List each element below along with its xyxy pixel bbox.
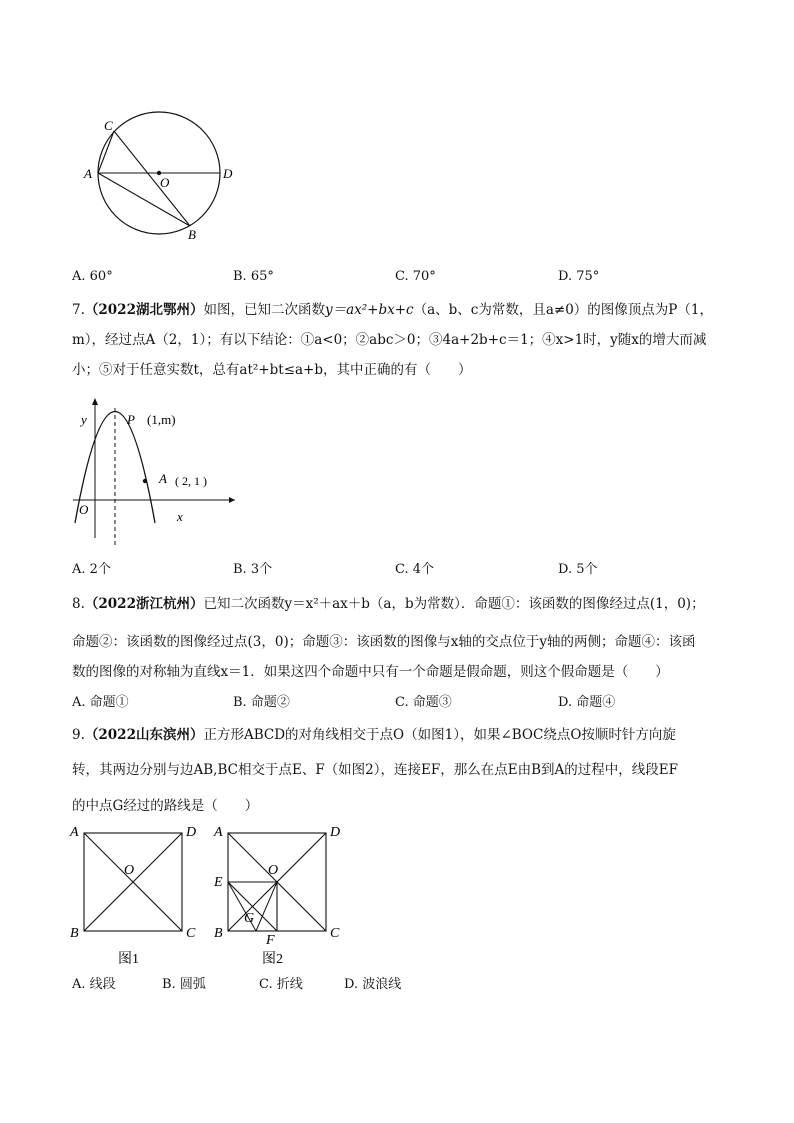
option-c[interactable]: C. 4个: [395, 562, 435, 577]
label-c: C: [104, 118, 113, 133]
option-d[interactable]: D. 命题④: [558, 695, 616, 710]
fig1-label-d: D: [186, 825, 197, 840]
circle-figure: [80, 110, 250, 245]
option-b[interactable]: B. 3个: [233, 562, 273, 577]
origin-label: O: [79, 502, 89, 517]
square-figure-1: [66, 820, 206, 970]
q7-line2: m），经过点A（2，1）；有以下结论：①a<0；②abc＞0；③4a+2b+c＝1；④x>1时，y随x的增大而减: [72, 332, 707, 348]
q7-source: （2022湖北鄂州）: [84, 302, 204, 318]
option-d[interactable]: D. 5个: [558, 562, 598, 577]
point-a-label: A: [159, 471, 167, 486]
option-d[interactable]: D. 波浪线: [344, 977, 402, 992]
q7-line1: 7.（2022湖北鄂州）如图，已知二次函数y＝ax²+bx+c（a、b、c为常数，且a≠0）的图像顶点为P（1，: [72, 302, 713, 318]
fig1-label-c: C: [186, 926, 196, 941]
vertex-coord: (1,m): [147, 412, 176, 427]
fig2-label-d: D: [330, 825, 341, 840]
q9-line2: 转，其两边分别与边AB,BC相交于点E、F（如图2），连接EF，那么在点E由B到A的过程中，线段EF: [72, 762, 678, 778]
fig2-label-a: A: [214, 825, 223, 840]
option-a[interactable]: A. 2个: [72, 562, 111, 577]
y-axis-label: y: [81, 412, 87, 427]
option-c[interactable]: C. 命题③: [395, 695, 452, 710]
q8-line2: 命题②：该函数的图像经过点(3，0)；命题③：该函数的图像与x轴的交点位于y轴的两侧；命题④：该函: [72, 634, 696, 650]
option-a[interactable]: A. 命题①: [72, 695, 129, 710]
label-b: B: [188, 227, 196, 242]
vertex-p-label: P: [127, 412, 135, 427]
q7-line3: 小；⑤对于任意实数t，总有at²+bt≤a+b，其中正确的有（ ）: [72, 362, 472, 378]
q9-number: 9.: [72, 727, 85, 743]
q8-source: （2022浙江杭州）: [84, 596, 204, 612]
option-c[interactable]: C. 折线: [259, 977, 303, 992]
fig1-label-o: O: [124, 863, 135, 878]
fig2-label-b: B: [214, 926, 223, 941]
option-b[interactable]: B. 圆弧: [162, 977, 206, 992]
fig2-label-e: E: [214, 875, 223, 890]
option-b[interactable]: B. 65°: [233, 269, 274, 284]
q8-number: 8.: [72, 596, 85, 612]
label-o: O: [160, 175, 170, 190]
fig2-label-o: O: [268, 863, 279, 878]
label-d: D: [223, 166, 233, 181]
fig2-label-c: C: [330, 926, 340, 941]
option-d[interactable]: D. 75°: [558, 269, 600, 284]
fig1-label-a: A: [70, 825, 79, 840]
x-axis-label: x: [177, 509, 183, 524]
square-figure-2: [210, 820, 350, 970]
point-a-coord: ( 2, 1 ): [175, 474, 207, 488]
fig2-caption: 图2: [262, 952, 283, 967]
q9-source: （2022山东滨州）: [84, 727, 204, 743]
fig2-label-f: F: [266, 933, 275, 948]
fig2-label-g: G: [244, 911, 255, 926]
q9-line3: 的中点G经过的路线是（ ）: [72, 798, 259, 814]
fig1-caption: 图1: [118, 952, 139, 967]
option-a[interactable]: A. 60°: [72, 269, 113, 284]
parabola-figure: [65, 388, 245, 548]
option-c[interactable]: C. 70°: [395, 269, 436, 284]
option-b[interactable]: B. 命题②: [233, 695, 290, 710]
q7-number: 7.: [72, 302, 85, 318]
option-a[interactable]: A. 线段: [72, 977, 116, 992]
fig1-label-b: B: [70, 926, 79, 941]
label-a: A: [84, 166, 92, 181]
q8-line1: 8.（2022浙江杭州）已知二次函数y＝x²＋ax＋b（a，b为常数）．命题①：该函数的图像经过点(1，0)；: [72, 596, 705, 612]
q8-line3: 数的图像的对称轴为直线x＝1．如果这四个命题中只有一个命题是假命题，则这个假命题是（ ）: [72, 664, 669, 680]
q9-line1: 9.（2022山东滨州）正方形ABCD的对角线相交于点O（如图1），如果∠BOC绕点O按顺时针方向旋: [72, 727, 676, 743]
